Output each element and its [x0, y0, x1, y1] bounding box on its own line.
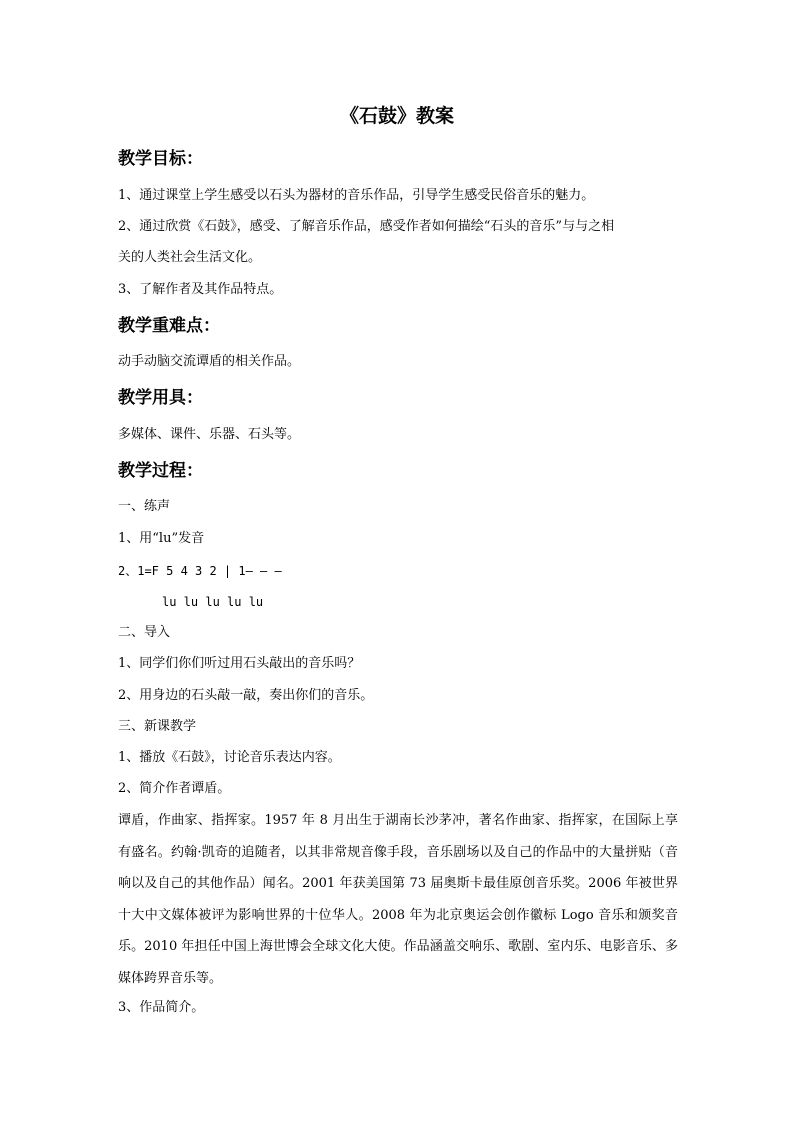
notation-line: 2、1=F 5 4 3 2 | 1— — — [118, 564, 282, 578]
document-title: 《石鼓》教案 [339, 105, 454, 127]
process-line: 二、导入 [118, 625, 171, 640]
tools-text: 多媒体、课件、乐器、石头等。 [118, 427, 301, 442]
heading-objectives: 教学目标： [118, 149, 203, 169]
process-line: 1、用“lu”发音 [118, 531, 205, 546]
composer-bio: 谭盾，作曲家、指挥家。1957 年 8 月出生于湖南长沙茅冲，著名作曲家、指挥家，在国际上享有盛名。约翰·凯奇的追随者，以其非常规音像手段，音乐剧场以及自己的作品中的大量拼贴（音响以及自己的其他作品）闻名。2001 年获美国第 73 届奥斯卡最佳原创音乐奖。2006 年被世界十大中文媒体被评为影响世界的十位华人。2008 年为北京奥运会创作徽标 Logo 音乐和颁奖音乐。2010 年担任中国上海世博会全球文化大使。作品涵盖交响乐、歌剧、室内乐、电影音乐、多媒体跨界音乐等。 [118, 813, 678, 986]
process-line: 1、播放《石鼓》，讨论音乐表达内容。 [118, 750, 341, 765]
heading-tools: 教学用具： [118, 388, 203, 408]
process-line: 2、用身边的石头敲一敲，奏出你们的音乐。 [118, 688, 374, 703]
objective-item: 3、了解作者及其作品特点。 [118, 282, 283, 297]
process-line: 3、作品简介。 [118, 1000, 205, 1015]
objective-item: 2、通过欣赏《石鼓》，感受、了解音乐作品，感受作者如何描绘“石头的音乐”与与之相 [118, 219, 615, 234]
process-line: 2、简介作者谭盾。 [118, 781, 231, 796]
notation-lyrics: lu lu lu lu lu [162, 595, 264, 609]
objective-item: 1、通过课堂上学生感受以石头为器材的音乐作品，引导学生感受民俗音乐的魅力。 [118, 188, 595, 203]
objective-item: 关的人类社会生活文化。 [118, 250, 262, 265]
process-line: 一、练声 [118, 499, 171, 514]
heading-process: 教学过程： [118, 461, 203, 481]
process-line: 三、新课教学 [118, 719, 197, 734]
heading-key-points: 教学重难点： [118, 316, 220, 336]
key-points-text: 动手动脑交流谭盾的相关作品。 [118, 354, 301, 369]
process-line: 1、同学们你们听过用石头敲出的音乐吗？ [118, 656, 361, 671]
